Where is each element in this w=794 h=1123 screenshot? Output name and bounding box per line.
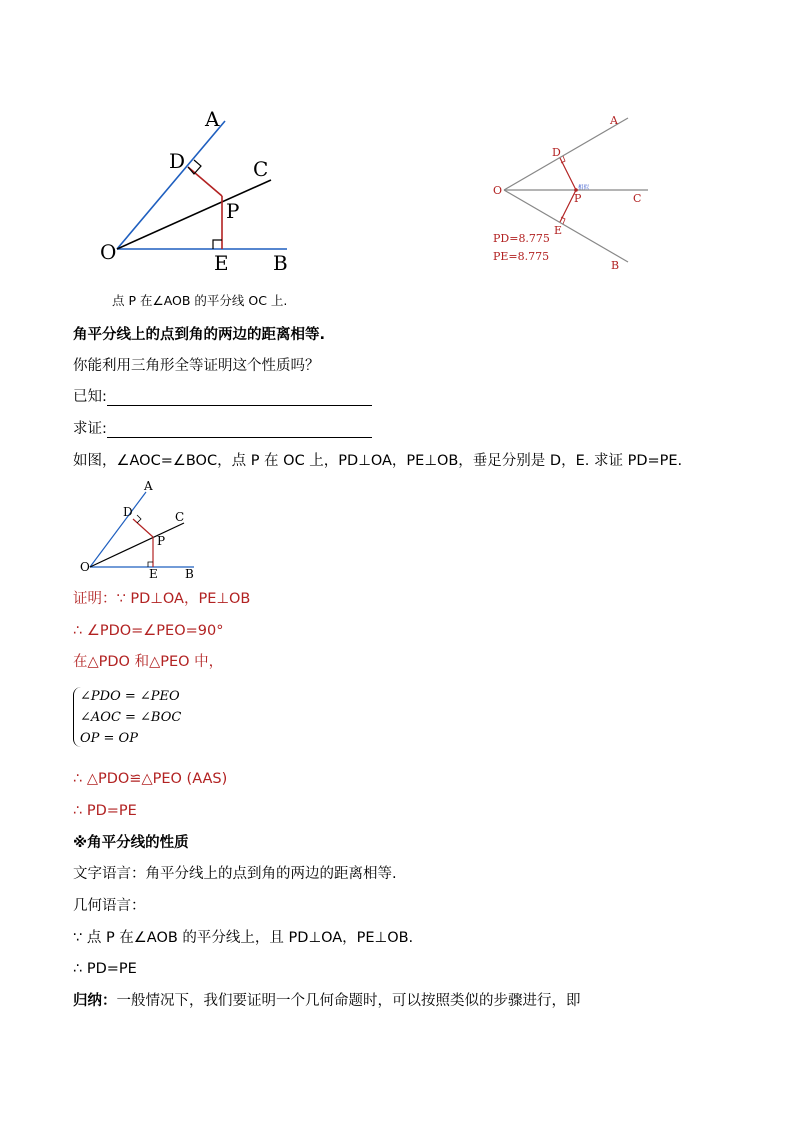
figure-angle-bisector-1: [95, 100, 305, 280]
system-line-3: OP = OP: [80, 731, 138, 746]
small-label: 相似: [578, 185, 590, 191]
problem-statement: 如图，∠AOC=∠BOC，点 P 在 OC 上，PD⊥OA，PE⊥OB，垂足分别是 D，E. 求证 PD=PE.: [73, 453, 683, 469]
pd-readout: PD=8.775: [493, 232, 550, 245]
geometric-line-1: ∵ 点 P 在∠AOB 的平分线上，且 PD⊥OA，PE⊥OB.: [73, 930, 414, 946]
right-angle-mark-d: [137, 515, 141, 523]
label-e: E: [554, 224, 563, 237]
proof-line-5: ∴ PD=PE: [73, 803, 137, 819]
ray-oa: [90, 492, 146, 567]
known-blank[interactable]: [107, 391, 372, 406]
known-row: [73, 388, 372, 406]
label-c: C: [253, 157, 269, 181]
geometric-label: 几何语言：: [73, 898, 146, 914]
prove-label: 求证:: [73, 421, 107, 437]
system-line-2: ∠AOC = ∠BOC: [80, 710, 182, 725]
label-b: B: [185, 567, 194, 581]
summary-line: [73, 992, 581, 1010]
label-c: C: [633, 192, 642, 205]
label-c: C: [175, 510, 185, 524]
label-a: A: [205, 107, 220, 131]
label-o: O: [493, 184, 503, 197]
label-b: B: [611, 259, 620, 272]
section-heading: ※角平分线的性质: [73, 835, 189, 851]
prove-row: [73, 420, 372, 438]
summary-text: 一般情况下，我们要证明一个几何命题时，可以按照类似的步骤进行，即: [116, 993, 581, 1009]
figure-angle-bisector-2: [488, 108, 658, 278]
ray-oc: [117, 180, 271, 249]
property-heading: 角平分线上的点到角的两边的距离相等.: [73, 327, 326, 343]
label-p: P: [226, 199, 240, 223]
known-label: 已知:: [73, 389, 107, 405]
proof-line-1: 证明：∵ PD⊥OA，PE⊥OB: [73, 591, 251, 607]
label-d: D: [123, 505, 133, 519]
proof-line-3: 在△PDO 和△PEO 中，: [73, 654, 224, 670]
pe-readout: PE=8.775: [493, 250, 550, 263]
question-line: 你能利用三角形全等证明这个性质吗？: [73, 358, 320, 374]
label-b: B: [273, 251, 288, 275]
system-line-1: ∠PDO = ∠PEO: [80, 689, 180, 704]
right-angle-mark-e: [213, 240, 222, 249]
label-p: P: [157, 534, 166, 548]
label-a: A: [610, 114, 618, 127]
label-o: O: [100, 240, 117, 264]
label-d: D: [169, 149, 186, 173]
proof-line-4: ∴ △PDO≌△PEO (AAS): [73, 771, 228, 787]
label-d: D: [552, 146, 561, 159]
ray-oa: [504, 118, 628, 190]
label-o: O: [80, 560, 90, 574]
label-e: E: [214, 251, 229, 275]
segment-pd: [188, 167, 222, 196]
segment-pd: [560, 158, 576, 190]
verbal-statement: 文字语言：角平分线上的点到角的两边的距离相等.: [73, 866, 397, 882]
geometric-line-2: ∴ PD=PE: [73, 961, 137, 977]
label-p: P: [574, 192, 582, 205]
figure-caption: 点 P 在∠AOB 的平分线 OC 上.: [112, 293, 288, 308]
ray-oc: [90, 523, 184, 567]
prove-blank[interactable]: [107, 423, 372, 438]
proof-line-2: ∴ ∠PDO=∠PEO=90°: [73, 623, 224, 639]
figure-angle-bisector-3: [78, 477, 203, 582]
segment-pd: [133, 519, 153, 537]
summary-label: 归纳：: [73, 993, 117, 1009]
label-a: A: [144, 479, 153, 493]
label-e: E: [149, 567, 158, 581]
